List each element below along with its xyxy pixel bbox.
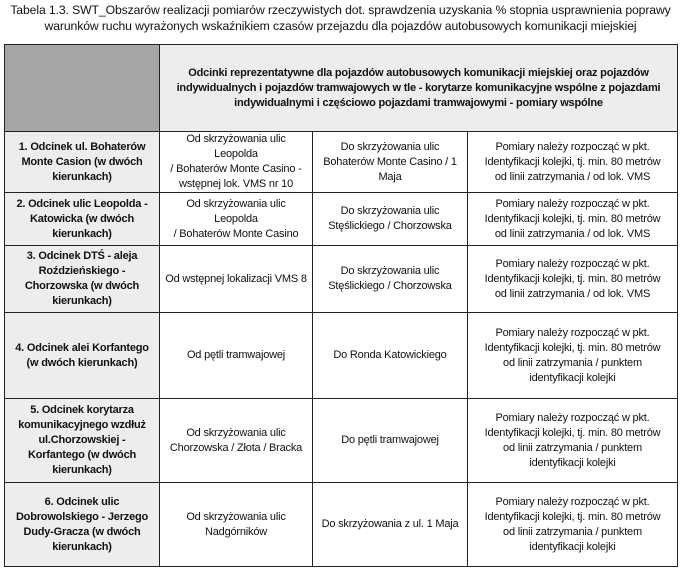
from-cell xyxy=(160,313,313,399)
table-header-row xyxy=(5,45,678,132)
note-cell xyxy=(468,193,678,246)
note-line: Identyfikacji kolejki, tj. min. 80 metrów xyxy=(484,426,661,439)
segment-name-cell xyxy=(5,246,160,313)
table-row xyxy=(5,132,678,193)
to-line: Do skrzyżowania ulic xyxy=(340,265,440,277)
segment-name-line: (w dwóch kierunkach) xyxy=(26,356,138,369)
from-line: Chorzowska / Złota / Bracka xyxy=(169,441,303,454)
note-cell xyxy=(468,483,678,567)
to-line: Do pętli tramwajowej xyxy=(341,434,439,446)
caption-line-1: Tabela 1.3. SWT_Obszarów realizacji pomiarów rzeczywistych dot. sprawdzenia uzyskania % stopnia usprawnienia poprawy xyxy=(10,3,671,17)
segment-name-line: Korfantego (w dwóch xyxy=(27,449,137,461)
to-cell xyxy=(313,313,468,399)
from-cell xyxy=(160,132,313,193)
to-cell xyxy=(313,193,468,246)
to-line: Do Ronda Katowickiego xyxy=(333,349,447,361)
note-cell xyxy=(468,399,678,483)
segment-name-cell xyxy=(5,399,160,483)
header-line-1: Odcinki reprezentatywne dla pojazdów autobusowych komunikacji miejskiej oraz pojazdów xyxy=(188,66,649,79)
from-line: Od skrzyżowania ulic Leopolda xyxy=(186,197,286,225)
table-row xyxy=(5,483,678,567)
to-line: Do skrzyżowania z ul. 1 Maja xyxy=(321,518,459,530)
segment-name-line: komunikacyjnego wzdłuż xyxy=(18,419,146,431)
to-line: Do skrzyżowania ulic xyxy=(340,140,440,153)
note-line: od linii zatrzymania / od lok. VMS xyxy=(494,287,651,300)
note-line: Pomiary należy rozpocząć w pkt. xyxy=(495,257,650,270)
segment-name-cell xyxy=(5,313,160,399)
from-line: Od wstępnej lokalizacji VMS 8 xyxy=(165,272,307,285)
segment-name-line: kierunkach) xyxy=(52,464,112,476)
segment-name-line: 2. Odcinek ulic Leopolda - xyxy=(16,197,148,210)
note-line: Identyfikacji kolejki, tj. min. 80 metrów xyxy=(484,272,661,285)
note-line: identyfikacji kolejki xyxy=(529,540,616,553)
note-line: od linii zatrzymania / punktem xyxy=(503,441,642,454)
from-line: / Bohaterów Monte Casino - xyxy=(170,163,302,175)
note-line: od linii zatrzymania / od lok. VMS xyxy=(494,170,651,183)
note-cell xyxy=(468,313,678,399)
note-line: od linii zatrzymania / punktem xyxy=(503,525,642,538)
segment-name-line: 4. Odcinek alei Korfantego xyxy=(15,341,149,354)
table-row xyxy=(5,193,678,246)
from-cell xyxy=(160,483,313,567)
segment-name-line: kierunkach) xyxy=(52,295,112,307)
from-line: Od pętli tramwajowej xyxy=(186,349,286,361)
to-cell xyxy=(313,483,468,567)
note-line: Pomiary należy rozpocząć w pkt. xyxy=(495,411,650,424)
from-line: Nadgórników xyxy=(204,525,267,538)
segment-name-line: ul.Chorzowskiej - xyxy=(38,434,126,446)
from-line: / Bohaterów Monte Casino xyxy=(173,227,299,240)
note-line: Pomiary należy rozpocząć w pkt. xyxy=(495,140,650,153)
segment-name-line: Dobrowolskiego - Jerzego xyxy=(15,510,149,523)
note-line: od linii zatrzymania / od lok. VMS xyxy=(494,227,651,240)
table-row xyxy=(5,399,678,483)
segment-name-line: 3. Odcinek DTŚ - aleja xyxy=(26,250,138,262)
header-cell xyxy=(160,45,678,132)
corner-cell xyxy=(5,45,160,132)
segment-name-line: Katowicka (w dwóch xyxy=(30,212,134,225)
header-line-2: indywidualnych i pojazdów tramwajowych w tle - korytarze komunikacyjne wspólne z pojazdami xyxy=(176,81,661,94)
note-cell xyxy=(468,246,678,313)
segment-name-cell xyxy=(5,193,160,246)
from-line: Od skrzyżowania ulic xyxy=(186,426,286,439)
to-line: Maja xyxy=(378,170,402,183)
from-line: wstępnej lok. VMS nr 10 xyxy=(178,178,293,190)
note-cell xyxy=(468,132,678,193)
header-line-3: indywidualnymi i częściowo pojazdami tramwajowymi - pomiary wspólne xyxy=(234,96,603,109)
table-row xyxy=(5,313,678,399)
from-line: Od skrzyżowania ulic Leopolda xyxy=(186,133,286,160)
from-cell xyxy=(160,193,313,246)
segment-name-line: 5. Odcinek korytarza xyxy=(30,404,134,416)
to-line: Do skrzyżowania ulic xyxy=(340,205,440,217)
note-line: Identyfikacji kolejki, tj. min. 80 metrów xyxy=(484,212,661,225)
segment-name-line: Monte Casion (w dwóch xyxy=(21,155,143,168)
from-line: Od skrzyżowania ulic xyxy=(186,510,286,523)
segment-name-line: kierunkach) xyxy=(52,227,112,240)
segment-name-line: 1. Odcinek ul. Bohaterów xyxy=(18,140,146,153)
caption-line-2: warunków ruchu wyrażonych wskaźnikiem czasów przejazdu dla pojazdów autobusowych komunikacji miejskiej xyxy=(44,19,637,33)
segment-name-cell xyxy=(5,132,160,193)
measurement-areas-table xyxy=(4,44,678,567)
to-cell xyxy=(313,399,468,483)
note-line: Pomiary należy rozpocząć w pkt. xyxy=(495,326,650,339)
segment-name-cell xyxy=(5,483,160,567)
segment-name-line: kierunkach) xyxy=(52,170,112,183)
to-cell xyxy=(313,246,468,313)
to-line: Stęślickiego / Chorzowska xyxy=(328,220,452,232)
note-line: identyfikacji kolejki xyxy=(529,456,616,469)
note-line: Identyfikacji kolejki, tj. min. 80 metrów xyxy=(484,510,661,523)
note-line: Identyfikacji kolejki, tj. min. 80 metrów xyxy=(484,155,661,168)
segment-name-line: 6. Odcinek ulic xyxy=(44,495,120,508)
segment-name-line: Dudy-Gracza (w dwóch xyxy=(23,525,141,538)
to-line: Stęślickiego / Chorzowska xyxy=(328,280,452,292)
from-cell xyxy=(160,246,313,313)
segment-name-line: kierunkach) xyxy=(52,540,112,553)
note-line: identyfikacji kolejki xyxy=(529,371,616,384)
note-line: Identyfikacji kolejki, tj. min. 80 metrów xyxy=(484,341,661,354)
table-caption xyxy=(0,2,681,34)
to-line: Bohaterów Monte Casino / 1 xyxy=(323,155,457,168)
from-cell xyxy=(160,399,313,483)
note-line: od linii zatrzymania / punktem xyxy=(503,356,642,369)
note-line: Pomiary należy rozpocząć w pkt. xyxy=(495,197,650,210)
segment-name-line: Chorzowska (w dwóch xyxy=(24,280,140,292)
note-line: Pomiary należy rozpocząć w pkt. xyxy=(495,495,650,508)
to-cell xyxy=(313,132,468,193)
segment-name-line: Roździeńskiego - xyxy=(38,265,126,277)
table-row xyxy=(5,246,678,313)
